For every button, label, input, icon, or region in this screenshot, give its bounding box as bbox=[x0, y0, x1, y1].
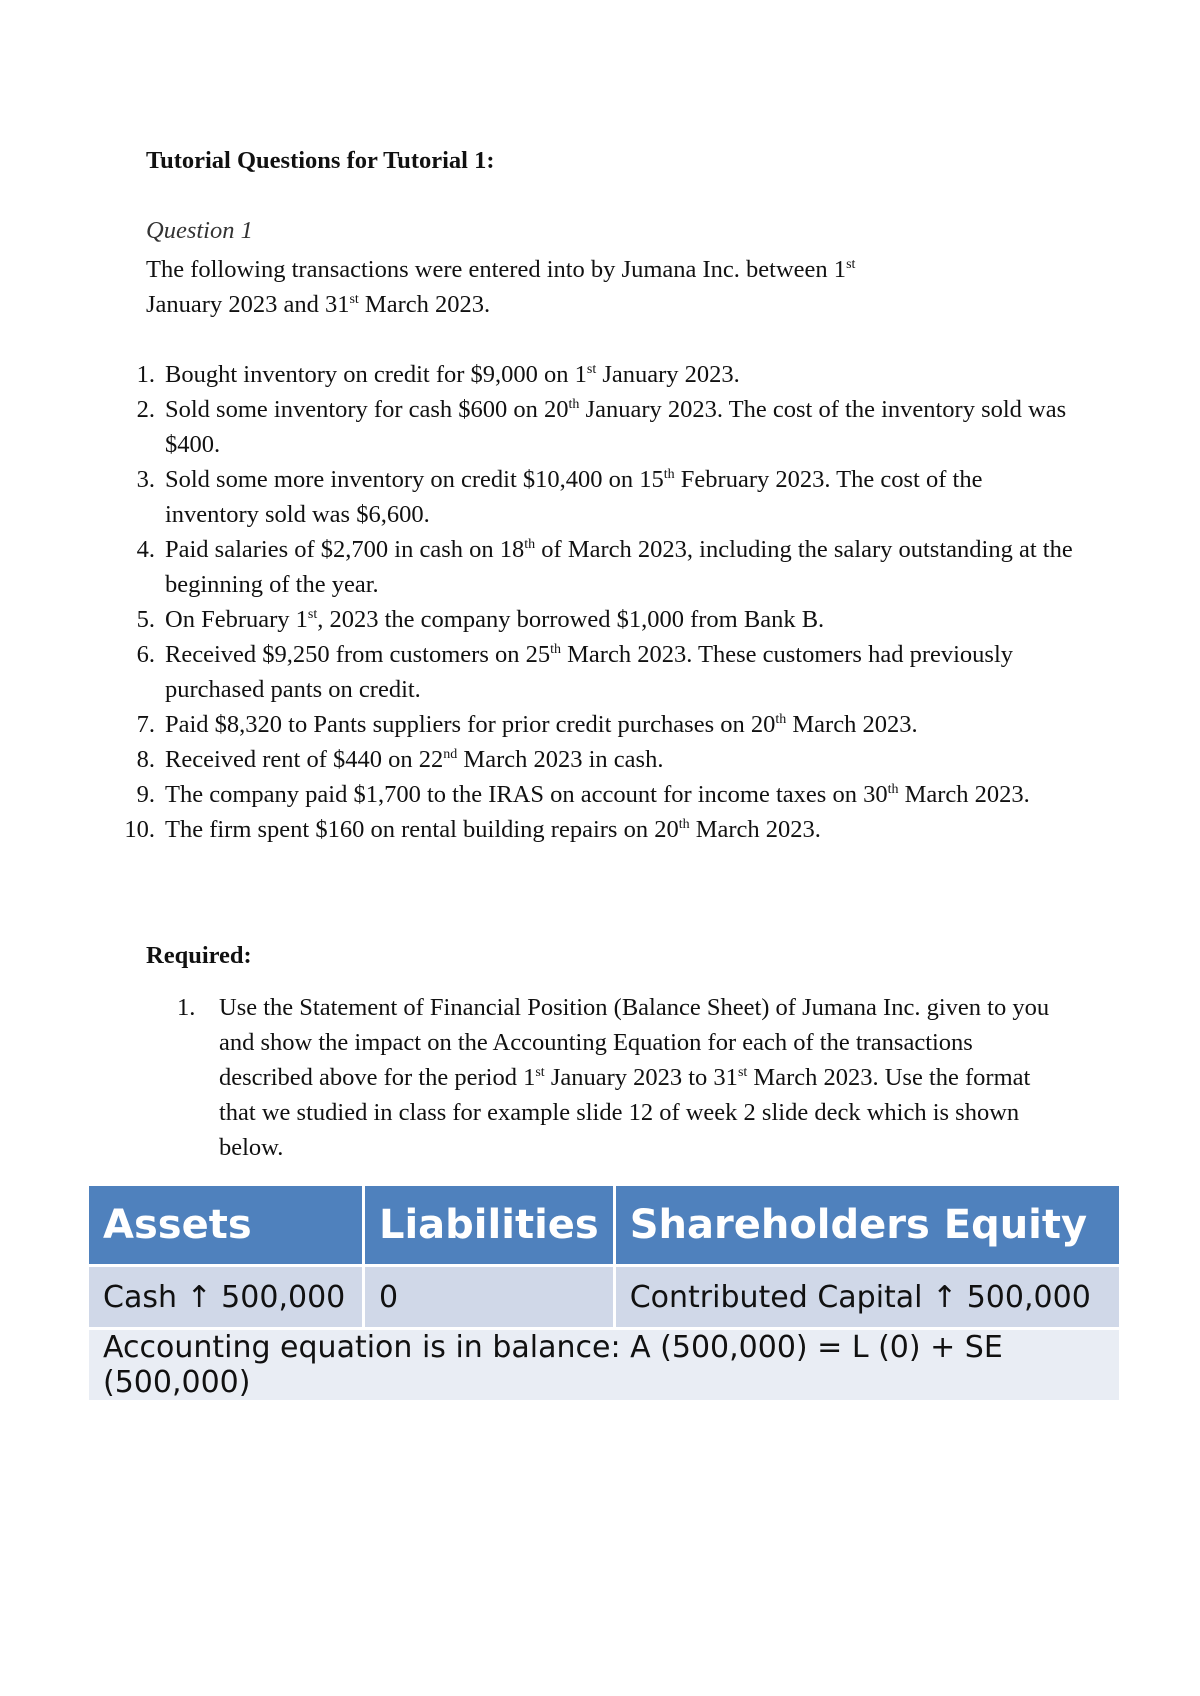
header-shareholders-equity: Shareholders Equity bbox=[614, 1185, 1120, 1266]
balance-summary: Accounting equation is in balance: A (500,000) = L (0) + SE (500,000) bbox=[88, 1329, 1121, 1402]
accounting-equation-table bbox=[86, 1183, 1122, 1403]
cell-liabilities: 0 bbox=[363, 1266, 614, 1329]
list-item: 6. Received $9,250 from customers on 25th March 2023. These customers had previously purchased pants on credit. bbox=[136, 641, 1014, 703]
required-item: 1. Use the Statement of Financial Position (Balance Sheet) of Jumana Inc. given to you and show the impact on the Accounting Equation for each of the transactions described above for the period 1st January 2023 to 31st March 2023. Use the format that we studied in class for example slide 12 of week 2 slide deck which is shown below. bbox=[177, 994, 1050, 1161]
table-summary-row bbox=[88, 1329, 1121, 1402]
question-intro: The following transactions were entered into by Jumana Inc. between 1st January 2023 and 31st March 2023. bbox=[146, 256, 856, 318]
cell-equity: Contributed Capital ↑ 500,000 bbox=[614, 1266, 1120, 1329]
table-row bbox=[88, 1266, 1121, 1329]
table-header-row bbox=[88, 1185, 1121, 1266]
header-liabilities: Liabilities bbox=[363, 1185, 614, 1266]
list-item: 5. On February 1st, 2023 the company borrowed $1,000 from Bank B. bbox=[136, 606, 825, 633]
list-item: 3. Sold some more inventory on credit $10,400 on 15th February 2023. The cost of the inventory sold was $6,600. bbox=[136, 466, 983, 528]
list-item: 4. Paid salaries of $2,700 in cash on 18th of March 2023, including the salary outstanding at the beginning of the year. bbox=[136, 536, 1073, 598]
cell-assets: Cash ↑ 500,000 bbox=[88, 1266, 364, 1329]
question-label: Question 1 bbox=[146, 217, 253, 244]
required-heading: Required: bbox=[146, 942, 252, 969]
document-title: Tutorial Questions for Tutorial 1: bbox=[146, 147, 495, 174]
transaction-list bbox=[124, 357, 1076, 847]
list-item: 8. Received rent of $440 on 22nd March 2023 in cash. bbox=[136, 746, 664, 773]
list-item: 2. Sold some inventory for cash $600 on 20th January 2023. The cost of the inventory sold was $400. bbox=[136, 396, 1067, 458]
list-item: 9. The company paid $1,700 to the IRAS on account for income taxes on 30th March 2023. bbox=[136, 781, 1030, 808]
list-item: 1. Bought inventory on credit for $9,000 on 1st January 2023. bbox=[136, 361, 740, 388]
header-assets: Assets bbox=[88, 1185, 364, 1266]
list-item: 10. The firm spent $160 on rental building repairs on 20th March 2023. bbox=[124, 816, 821, 843]
list-item: 7. Paid $8,320 to Pants suppliers for prior credit purchases on 20th March 2023. bbox=[136, 711, 918, 738]
